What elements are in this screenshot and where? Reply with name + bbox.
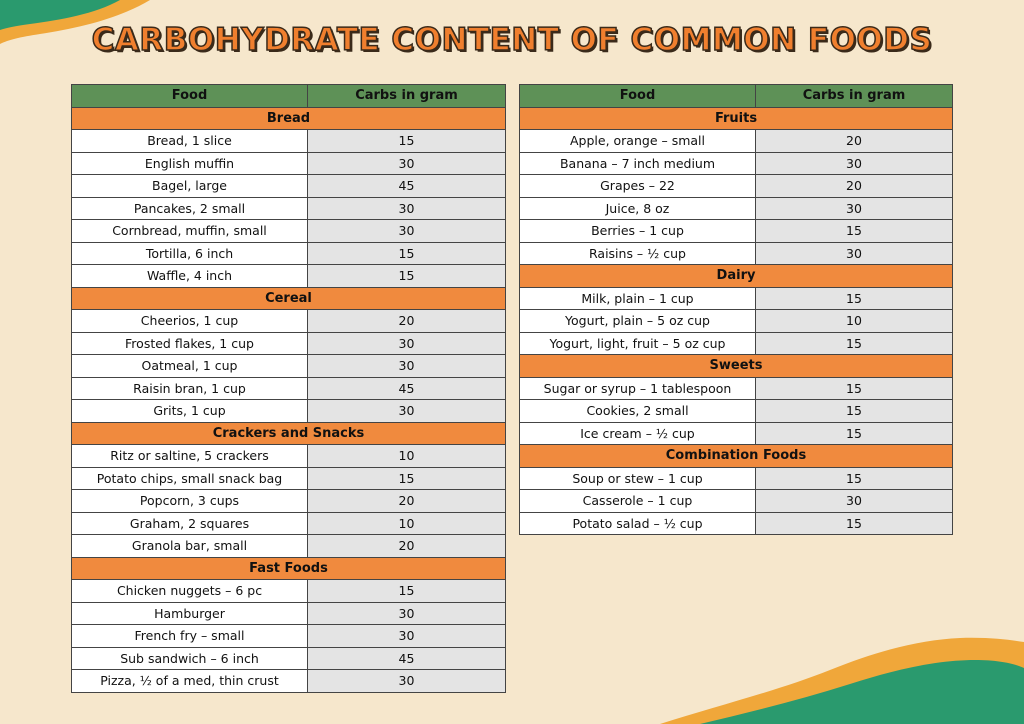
food-cell: Berries – 1 cup [520, 220, 756, 243]
carbs-cell: 15 [308, 580, 506, 603]
carbs-cell: 30 [308, 152, 506, 175]
section-row [520, 445, 953, 468]
carbs-cell: 30 [756, 490, 953, 513]
table-row [72, 625, 506, 648]
table-row [72, 220, 506, 243]
carbs-cell: 30 [756, 197, 953, 220]
table-row [520, 152, 953, 175]
table-row [520, 310, 953, 333]
table-row [520, 242, 953, 265]
carbs-cell: 15 [756, 287, 953, 310]
carbs-cell: 15 [308, 130, 506, 153]
left-table-body [72, 107, 506, 692]
carbs-cell: 30 [308, 197, 506, 220]
right-table-body [520, 107, 953, 535]
section-row [72, 107, 506, 130]
food-cell: Soup or stew – 1 cup [520, 467, 756, 490]
table-row [72, 197, 506, 220]
carbs-cell: 30 [756, 152, 953, 175]
food-cell: Cornbread, muffin, small [72, 220, 308, 243]
table-row [520, 220, 953, 243]
food-cell: Juice, 8 oz [520, 197, 756, 220]
carbs-cell: 30 [308, 670, 506, 693]
carbs-cell: 15 [308, 242, 506, 265]
carbs-cell: 30 [308, 220, 506, 243]
table-row [72, 265, 506, 288]
table-row [72, 332, 506, 355]
carbs-cell: 15 [756, 400, 953, 423]
food-cell: Bagel, large [72, 175, 308, 198]
section-title: Crackers and Snacks [72, 422, 506, 445]
carbs-cell: 45 [308, 647, 506, 670]
food-cell: Frosted flakes, 1 cup [72, 332, 308, 355]
food-cell: Raisin bran, 1 cup [72, 377, 308, 400]
food-column-header: Food [72, 85, 308, 108]
carbs-cell: 15 [756, 377, 953, 400]
carbs-cell: 45 [308, 377, 506, 400]
food-cell: Potato salad – ½ cup [520, 512, 756, 535]
table-row [520, 175, 953, 198]
table-row [72, 602, 506, 625]
carbs-cell: 20 [756, 175, 953, 198]
carbs-cell: 15 [756, 422, 953, 445]
carbs-cell: 15 [756, 467, 953, 490]
food-cell: Cheerios, 1 cup [72, 310, 308, 333]
food-cell: Pizza, ½ of a med, thin crust [72, 670, 308, 693]
table-row [72, 310, 506, 333]
table-row [520, 422, 953, 445]
food-cell: Graham, 2 squares [72, 512, 308, 535]
carbs-cell: 30 [308, 400, 506, 423]
food-cell: Pancakes, 2 small [72, 197, 308, 220]
table-row [520, 197, 953, 220]
table-row [72, 535, 506, 558]
food-cell: English muffin [72, 152, 308, 175]
table-header-row [72, 85, 506, 108]
carbs-cell: 30 [308, 332, 506, 355]
carbs-cell: 20 [308, 535, 506, 558]
food-cell: Sugar or syrup – 1 tablespoon [520, 377, 756, 400]
right-carb-table [519, 84, 953, 535]
table-row [72, 670, 506, 693]
food-cell: Banana – 7 inch medium [520, 152, 756, 175]
carbs-cell: 30 [308, 602, 506, 625]
table-row [72, 445, 506, 468]
table-row [520, 287, 953, 310]
carbs-cell: 10 [308, 512, 506, 535]
table-row [72, 467, 506, 490]
carbs-cell: 15 [756, 512, 953, 535]
section-title: Cereal [72, 287, 506, 310]
food-cell: Milk, plain – 1 cup [520, 287, 756, 310]
section-title: Fruits [520, 107, 953, 130]
table-row [72, 580, 506, 603]
table-row [520, 377, 953, 400]
food-cell: Oatmeal, 1 cup [72, 355, 308, 378]
carbs-cell: 15 [756, 332, 953, 355]
carbs-cell: 30 [756, 242, 953, 265]
carbs-cell: 10 [756, 310, 953, 333]
food-cell: Tortilla, 6 inch [72, 242, 308, 265]
table-row [520, 332, 953, 355]
carbs-cell: 20 [308, 490, 506, 513]
food-cell: Apple, orange – small [520, 130, 756, 153]
table-header-row [520, 85, 953, 108]
page-title: CARBOHYDRATE CONTENT OF COMMON FOODS [91, 22, 933, 58]
food-cell: Yogurt, plain – 5 oz cup [520, 310, 756, 333]
section-row [520, 265, 953, 288]
carbs-column-header: Carbs in gram [308, 85, 506, 108]
section-title: Bread [72, 107, 506, 130]
carbs-cell: 45 [308, 175, 506, 198]
section-title: Sweets [520, 355, 953, 378]
food-column-header: Food [520, 85, 756, 108]
table-row [520, 490, 953, 513]
food-cell: Raisins – ½ cup [520, 242, 756, 265]
carbs-cell: 20 [308, 310, 506, 333]
section-title: Dairy [520, 265, 953, 288]
food-cell: Ritz or saltine, 5 crackers [72, 445, 308, 468]
carbs-cell: 30 [308, 355, 506, 378]
table-row [520, 512, 953, 535]
food-cell: Bread, 1 slice [72, 130, 308, 153]
table-row [72, 242, 506, 265]
section-row [520, 355, 953, 378]
section-title: Combination Foods [520, 445, 953, 468]
food-cell: Hamburger [72, 602, 308, 625]
carbs-cell: 30 [308, 625, 506, 648]
table-row [520, 400, 953, 423]
carbs-cell: 15 [308, 265, 506, 288]
carbs-column-header: Carbs in gram [756, 85, 953, 108]
table-row [72, 512, 506, 535]
section-title: Fast Foods [72, 557, 506, 580]
food-cell: Grits, 1 cup [72, 400, 308, 423]
table-row [72, 175, 506, 198]
food-cell: Yogurt, light, fruit – 5 oz cup [520, 332, 756, 355]
food-cell: Potato chips, small snack bag [72, 467, 308, 490]
table-row [72, 377, 506, 400]
food-cell: Sub sandwich – 6 inch [72, 647, 308, 670]
carbs-cell: 20 [756, 130, 953, 153]
table-row [520, 467, 953, 490]
table-row [72, 152, 506, 175]
food-cell: Ice cream – ½ cup [520, 422, 756, 445]
food-cell: Popcorn, 3 cups [72, 490, 308, 513]
food-cell: French fry – small [72, 625, 308, 648]
left-carb-table [71, 84, 506, 693]
table-row [72, 355, 506, 378]
section-row [520, 107, 953, 130]
table-row [72, 130, 506, 153]
section-row [72, 557, 506, 580]
table-row [520, 130, 953, 153]
table-row [72, 490, 506, 513]
food-cell: Waffle, 4 inch [72, 265, 308, 288]
carbs-cell: 10 [308, 445, 506, 468]
food-cell: Grapes – 22 [520, 175, 756, 198]
food-cell: Granola bar, small [72, 535, 308, 558]
carbs-cell: 15 [308, 467, 506, 490]
food-cell: Casserole – 1 cup [520, 490, 756, 513]
carbs-cell: 15 [756, 220, 953, 243]
food-cell: Chicken nuggets – 6 pc [72, 580, 308, 603]
table-row [72, 400, 506, 423]
table-row [72, 647, 506, 670]
food-cell: Cookies, 2 small [520, 400, 756, 423]
section-row [72, 422, 506, 445]
section-row [72, 287, 506, 310]
